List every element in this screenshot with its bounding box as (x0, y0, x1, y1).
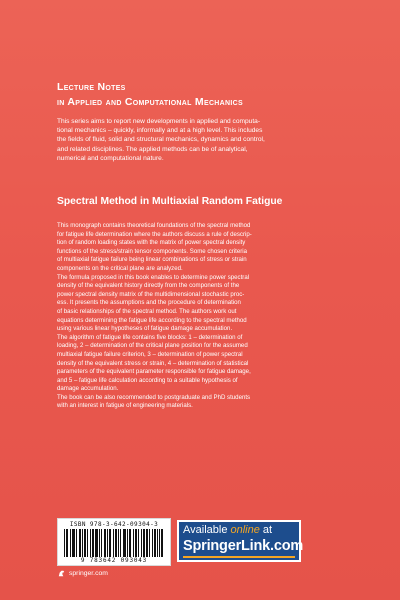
book-desc-line: of basic relationships of the spectral method. The authors work out (57, 307, 237, 315)
isbn-barcode (57, 518, 171, 566)
series-desc-line: numerical and computational nature. (57, 154, 164, 162)
series-title-line-2: in Applied and Computational Mechanics (57, 96, 243, 108)
book-desc-line: using various linear hypotheses of fatigue damage accumulation. (57, 325, 233, 333)
badge-brand: SpringerLink.com (183, 538, 304, 554)
springer-url[interactable]: springer.com (69, 570, 108, 577)
book-desc-line: with an interest in fatigue of engineering materials. (57, 402, 193, 410)
book-desc-line: parameters of the equivalent parameter responsible for fatigue damage, (57, 368, 251, 376)
book-desc-line: power spectral density matrix of the multidimensional stochastic proc- (57, 290, 245, 298)
badge-available-line (183, 524, 272, 536)
series-desc-line: This series aims to report new developments in applied and computa- (57, 118, 261, 125)
series-title-line-1: Lecture Notes (57, 81, 126, 93)
series-desc-line: the fields of fluid, solid and structural mechanics, dynamics and control, (57, 136, 265, 144)
book-desc-line: equations determining the fatigue life according to the spectral method (57, 316, 247, 324)
series-description (57, 117, 347, 163)
book-title: Spectral Method in Multiaxial Random Fatigue (57, 196, 283, 207)
book-desc-line: components on the critical plane are analyzed. (57, 264, 183, 272)
book-desc-line: tion of random loading states with the matrix of power spectral density (57, 239, 246, 247)
badge-at: at (259, 524, 273, 536)
isbn-number: ISBN 978-3-642-09304-3 (69, 521, 159, 528)
book-desc-line: ess. It presents the assumptions and the procedure of determination (57, 299, 241, 307)
series-title (57, 80, 243, 110)
book-desc-line: loading, 2 – determination of the critical plane position for the assumed (57, 342, 248, 350)
springer-horse-icon (57, 569, 66, 578)
badge-underline (183, 556, 295, 558)
springer-link[interactable] (57, 569, 108, 578)
badge-available: Available (183, 524, 231, 536)
badge-online: online (230, 524, 260, 536)
springerlink-badge[interactable] (177, 520, 304, 562)
barcode-bars-icon (64, 529, 164, 557)
book-desc-line: The algorithm of fatigue life contains five blocks: 1 – determination of (57, 333, 243, 341)
book-desc-line: of multiaxial fatigue failure being linear combinations of stress or strain (57, 256, 247, 264)
ean-number: 9 783642 093043 (80, 557, 148, 564)
book-desc-line: density of the equivalent stress or strain, 4 – determination of statistical (57, 359, 249, 367)
book-desc-line: and 5 – fatigue life calculation according to a suitable hypothesis of (57, 376, 238, 384)
book-desc-line: multiaxial fatigue failure criterion, 3 – determination of power spectral (57, 350, 243, 358)
series-desc-line: and related disciplines. The applied methods can be of analytical, (57, 145, 248, 153)
series-desc-line: tional mechanics – quickly, informally and at a high level. This includes (57, 127, 263, 135)
book-desc-line: for fatigue life determination where the authors discuss a rule of descrip- (57, 230, 252, 238)
book-desc-line: density of the equivalent history directly from the components of the (57, 282, 240, 290)
book-description (57, 222, 349, 411)
book-desc-line: This monograph contains theoretical foundations of the spectral method (57, 222, 251, 229)
book-desc-line: damage accumulation. (57, 385, 119, 393)
book-desc-line: functions of the stress/strain tensor components. Some chosen criteria (57, 247, 248, 255)
book-desc-line: The formula proposed in this book enables to determine power spectral (57, 273, 250, 281)
book-desc-line: The book can be also recommended to postgraduate and PhD students (57, 393, 251, 401)
